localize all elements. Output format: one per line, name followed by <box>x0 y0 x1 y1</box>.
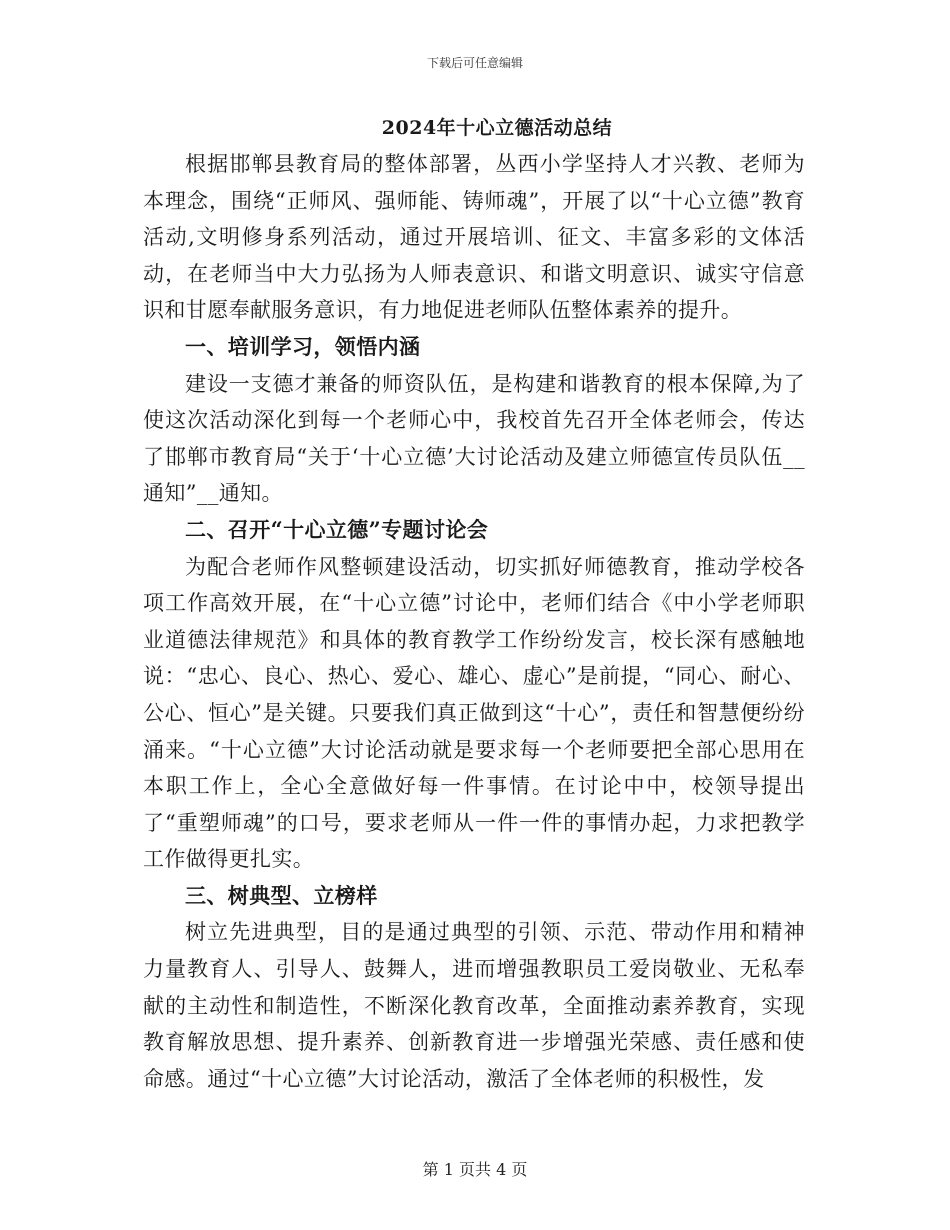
section-heading-training: 一、培训学习，领悟内涵 <box>185 333 421 359</box>
header-note: 下载后可任意编辑 <box>426 56 523 70</box>
intro-paragraph: 根据邯郸县教育局的整体部署，丛西小学坚持人才兴教、老师为本理念，围绕“正师风、强师能、铸师魂”，开展了以“十心立德”教育活动,文明修身系列活动，通过开展培训、征文、丰富多彩的文体活动，在老师当中大力弘扬为人师表意识、和谐文明意识、诚实守信意识和甘愿奉献服务意识，有力地促进老师队伍整体素养的提升。 <box>143 152 805 323</box>
section-body-role-models: 树立先进典型，目的是通过典型的引领、示范、带动作用和精神力量教育人、引导人、鼓舞人，进而增强教职员工爱岗敬业、无私奉献的主动性和制造性，不断深化教育改革，全面推动素养教育，实现教育解放思想、提升素养、创新教育进一步增强光荣感、责任感和使命感。通过“十心立德”大讨论活动，激活了全体老师的积极性，发 <box>143 920 805 1091</box>
section-heading-seminar: 二、召开“十心立德”专题讨论会 <box>185 516 489 542</box>
document-title: 2024年十心立德活动总结 <box>381 117 613 139</box>
section-body-seminar: 为配合老师作风整顿建设活动，切实抓好师德教育，推动学校各项工作高效开展，在“十心立德”讨论中，老师们结合《中小学老师职业道德法律规范》和具体的教育教学工作纷纷发言，校长深有感触地说：“忠心、良心、热心、爱心、雄心、虚心”是前提，“同心、耐心、公心、恒心”是关键。只要我们真正做到这“十心”，责任和智慧便纷纷涌来。“十心立德”大讨论活动就是要求每一个老师要把全部心思用在本职工作上，全心全意做好每一件事情。在讨论中中，校领导提出了“重塑师魂”的口号，要求老师从一件一件的事情办起，力求把教学工作做得更扎实。 <box>143 554 805 872</box>
document-body <box>143 146 805 1097</box>
section-heading-role-models: 三、树典型、立榜样 <box>185 882 378 908</box>
page-number: 第 1 页共 4 页 <box>422 1160 528 1179</box>
section-body-training: 建设一支德才兼备的师资队伍，是构建和谐教育的根本保障,为了使这次活动深化到每一个老师心中，我校首先召开全体老师会，传达了邯郸市教育局“关于‘十心立德’大讨论活动及建立师德宣传员队伍__通知”__通知。 <box>143 371 805 506</box>
